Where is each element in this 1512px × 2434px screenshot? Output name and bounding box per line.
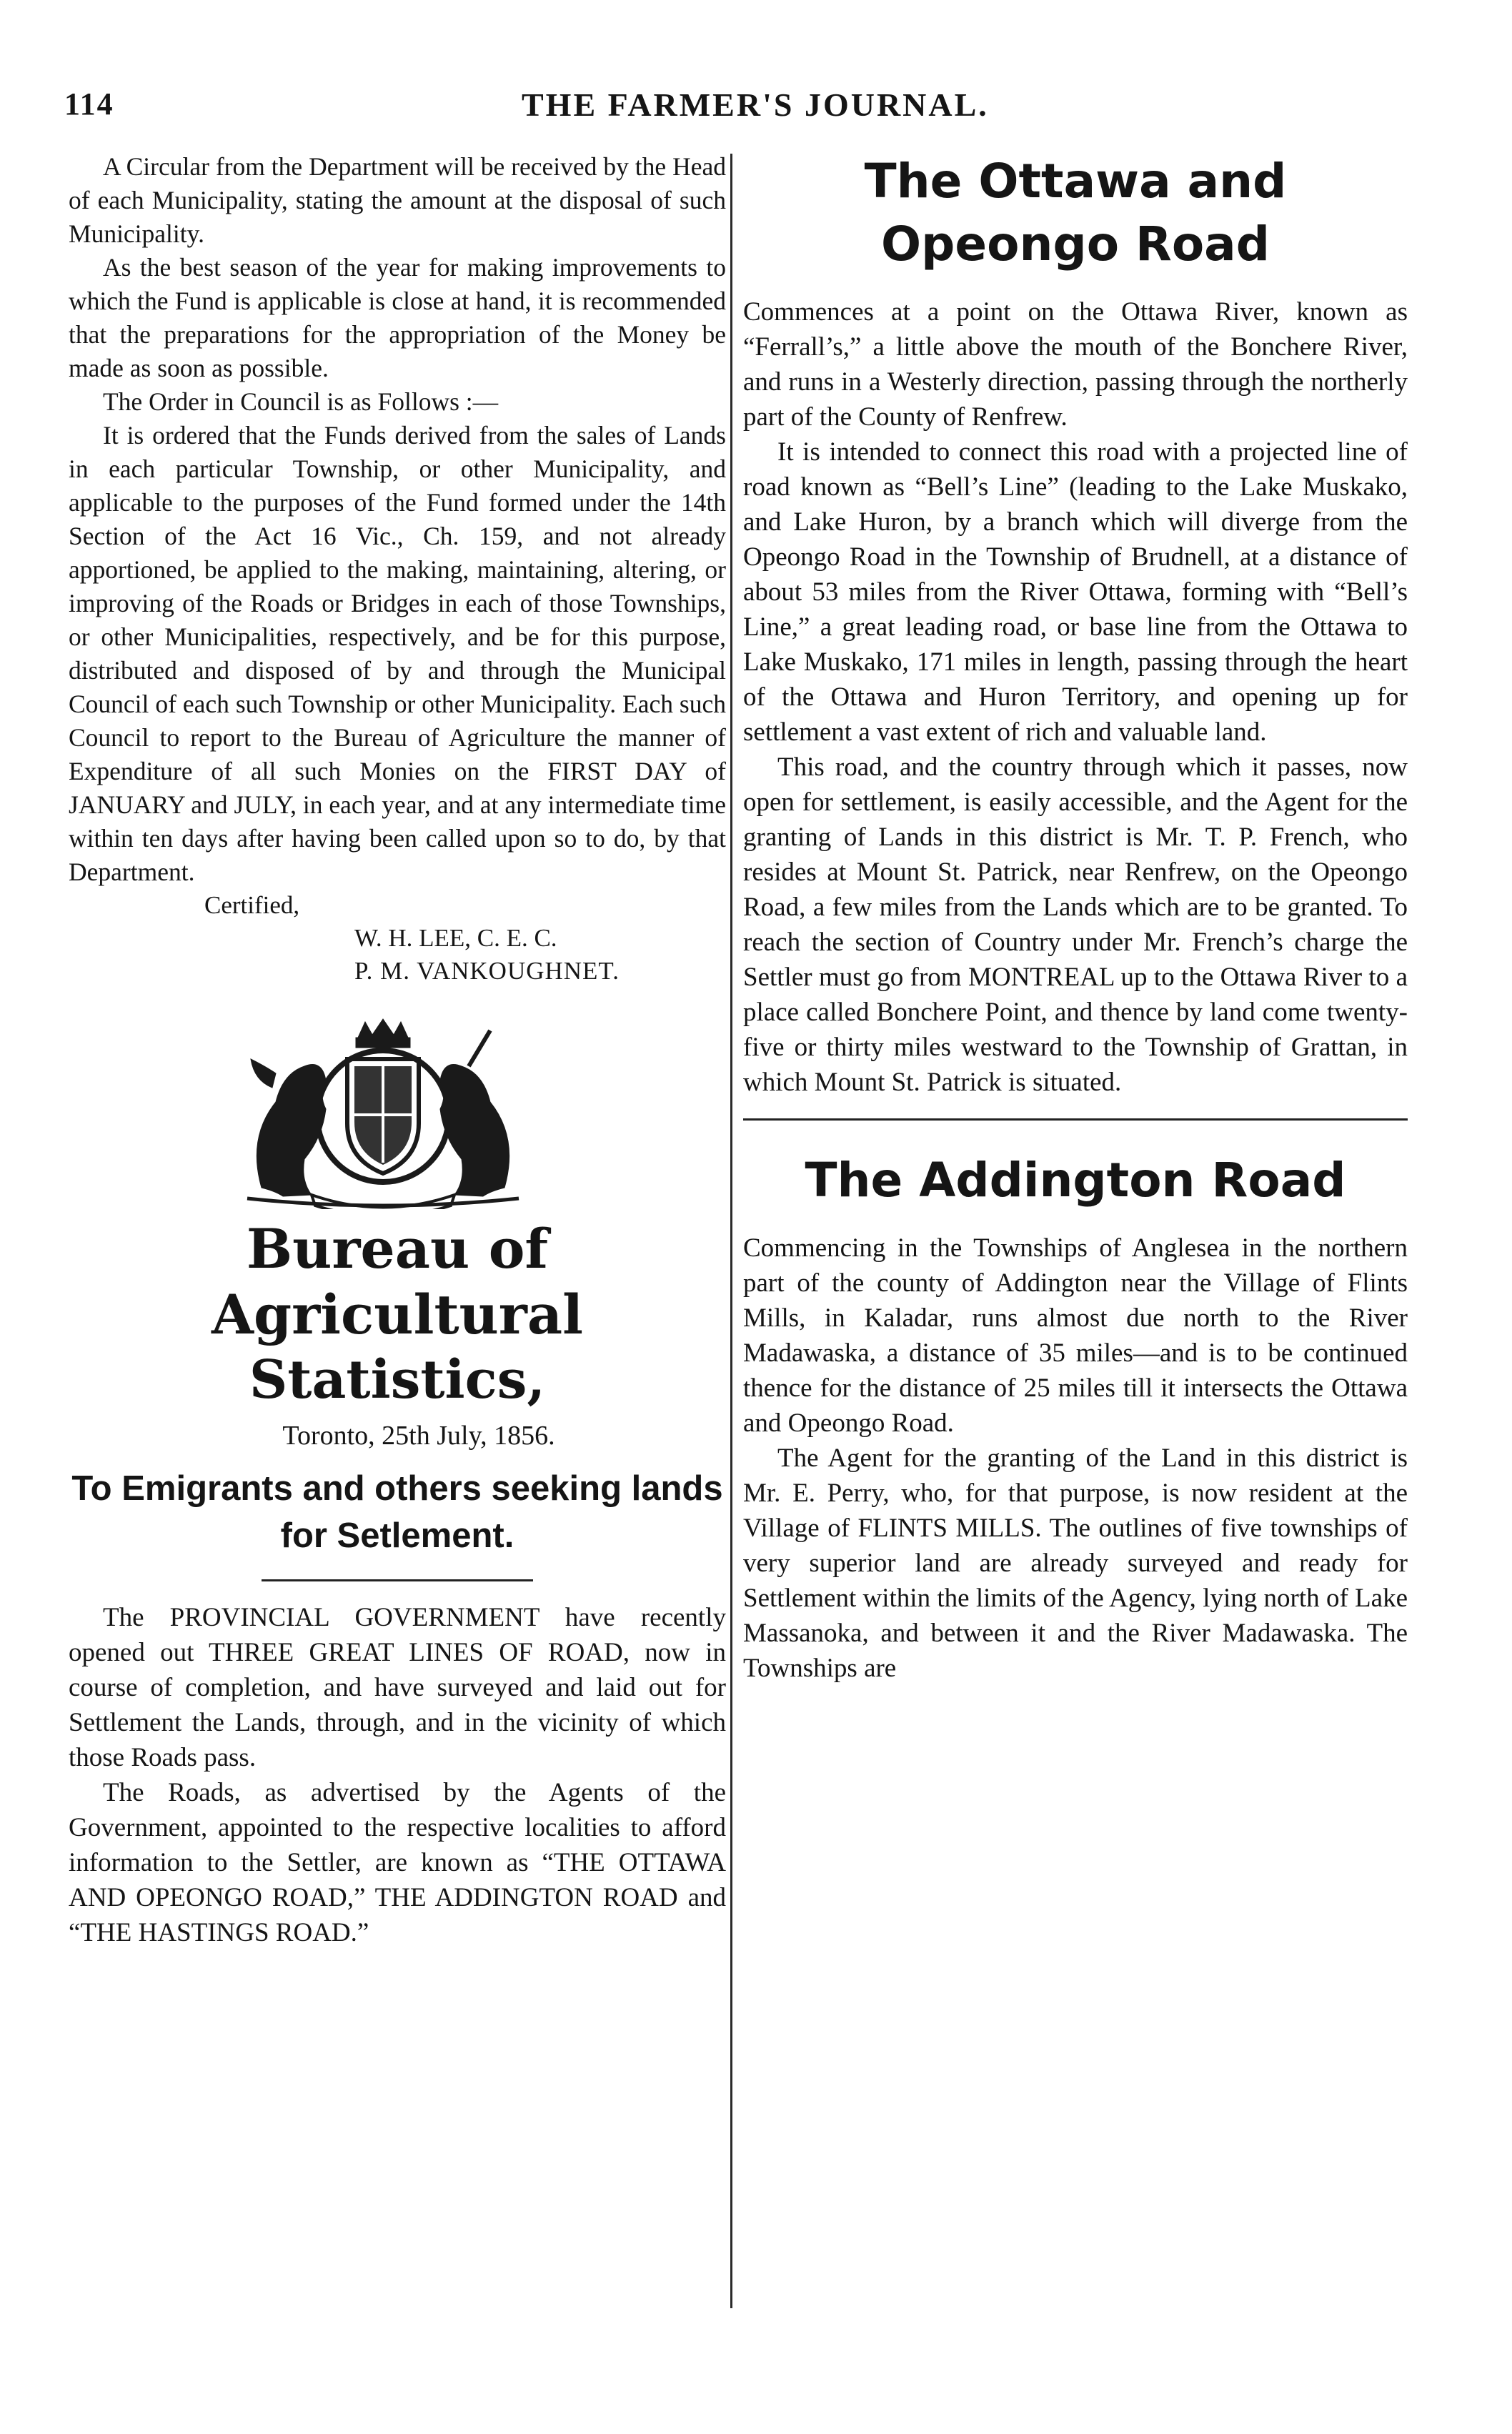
ottawa-road-title: The Ottawa and Opeongo Road <box>864 154 1287 272</box>
order-intro: The Order in Council is as Follows :— <box>103 387 499 416</box>
ottawa-road-paragraph-1: Commences at a point on the Ottawa River, known as “Ferrall’s,” a little above the mouth of the Bonchere River, and runs in a Westerly direction, passing through the northerly part of the County of Renfrew. <box>743 297 1408 432</box>
addington-road-title: The Addington Road <box>805 1153 1346 1208</box>
section-divider <box>743 1118 1408 1121</box>
roads-paragraph: The Roads, as advertised by the Agents of the Government, appointed to the respective localities to afford information to the Settler, are known as “THE OTTAWA AND OPEONGO ROAD,” THE ADDINGTON ROAD and “THE HASTINGS ROAD.” <box>69 1778 726 1947</box>
dateline: Toronto, 25th July, 1856. <box>282 1421 555 1451</box>
left-column <box>69 150 726 1950</box>
ottawa-road-paragraph-3: This road, and the country through which it passes, now open for settlement, is easily accessible, and the Agent for the granting of Lands in this district is Mr. T. P. French, who resides at Mount St. Patrick, near Renfrew, on the Opeongo Road, a few miles from the Lands which are to be granted. To reach the section of Country under Mr. French’s charge the Settler must go from MONTREAL up to the Ottawa River to a place called Bonchere Point, and thence by land come twenty-five or thirty miles westward to the Township of Grattan, in which Mount St. Patrick is situated. <box>743 752 1408 1097</box>
right-column <box>743 150 1408 1686</box>
addington-road-paragraph-2: The Agent for the granting of the Land in this district is Mr. E. Perry, who, for that purpose, is now resident at the Village of FLINTS MILLS. The outlines of five townships of very superior land are already surveyed and ready for Settlement within the limits of the Agency, lying north of Lake Massanoka, and between it and the River Madawaska. The Townships are <box>743 1444 1408 1683</box>
ottawa-road-paragraph-2: It is intended to connect this road with a projected line of road known as “Bell’s Line” (leading to the Lake Muskako, and Lake Huron, by a branch which will diverge from the Opeongo Road in the Township of Brudnell, at a distance of about 53 miles from the River Ottawa, forming with “Bell’s Line,” a great leading road, or base line from the Ottawa to Lake Muskako, 171 miles in length, passing through the heart of the Ottawa and Huron Territory, and opening up for settlement a vast extent of rich and valuable land. <box>743 437 1408 747</box>
certified-label: Certified, <box>204 891 300 919</box>
royal-coat-of-arms-icon <box>233 1016 533 1209</box>
season-paragraph: As the best season of the year for making improvements to which the Fund is applicable is close at hand, it is recommended that the preparations for the appropriation of the Money be made as soon as possible. <box>69 253 726 382</box>
column-divider <box>730 154 732 2308</box>
page-header <box>64 86 1405 136</box>
bureau-title: Bureau of Agricultural <box>212 1217 583 1346</box>
signatory-lee: W. H. LEE, C. E. C. <box>354 924 557 952</box>
section-divider <box>262 1579 533 1581</box>
page-number: 114 <box>64 86 114 121</box>
bureau-subtitle: Statistics, <box>249 1349 546 1411</box>
order-paragraph: It is ordered that the Funds derived from the sales of Lands in each particular Township, or other Municipality, and applicable to the purposes of the Fund formed under the 14th Section of the Act 16 Vic., Ch. 159, and not already apportioned, be applied to the making, maintaining, altering, or improving of the Roads or Bridges in each of those Townships, or other Municipalities, respectively, and be for this purpose, distributed and disposed of by and through the Municipal Council of each such Township or other Municipality. Each such Council to report to the Bureau of Agriculture the manner of Expenditure of all such Monies on the FIRST DAY of JANUARY and JULY, in each year, and at any intermediate time within ten days after having been called upon so to do, by that Department. <box>69 421 726 886</box>
signatory-vankoughnet: P. M. VANKOUGHNET. <box>354 957 620 985</box>
notice-heading: To Emigrants and others seeking lands for Setlement. <box>71 1469 723 1555</box>
circular-paragraph: A Circular from the Department will be received by the Head of each Municipality, stating the amount at the disposal of such Municipality. <box>69 152 726 248</box>
addington-road-paragraph-1: Commencing in the Townships of Anglesea in the northern part of the county of Addington near the Village of Flints Mills, in Kaladar, runs almost due north to the River Madawaska, a distance of 35 miles—and is to be continued thence for the distance of 25 miles till it intersects the Ottawa and Opeongo Road. <box>743 1233 1408 1438</box>
journal-title: THE FARMER'S JOURNAL. <box>522 86 989 123</box>
government-paragraph: The PROVINCIAL GOVERNMENT have recently opened out THREE GREAT LINES OF ROAD, now in course of completion, and have surveyed and laid out for Settlement the Lands, through, and in the vicinity of which those Roads pass. <box>69 1603 726 1772</box>
